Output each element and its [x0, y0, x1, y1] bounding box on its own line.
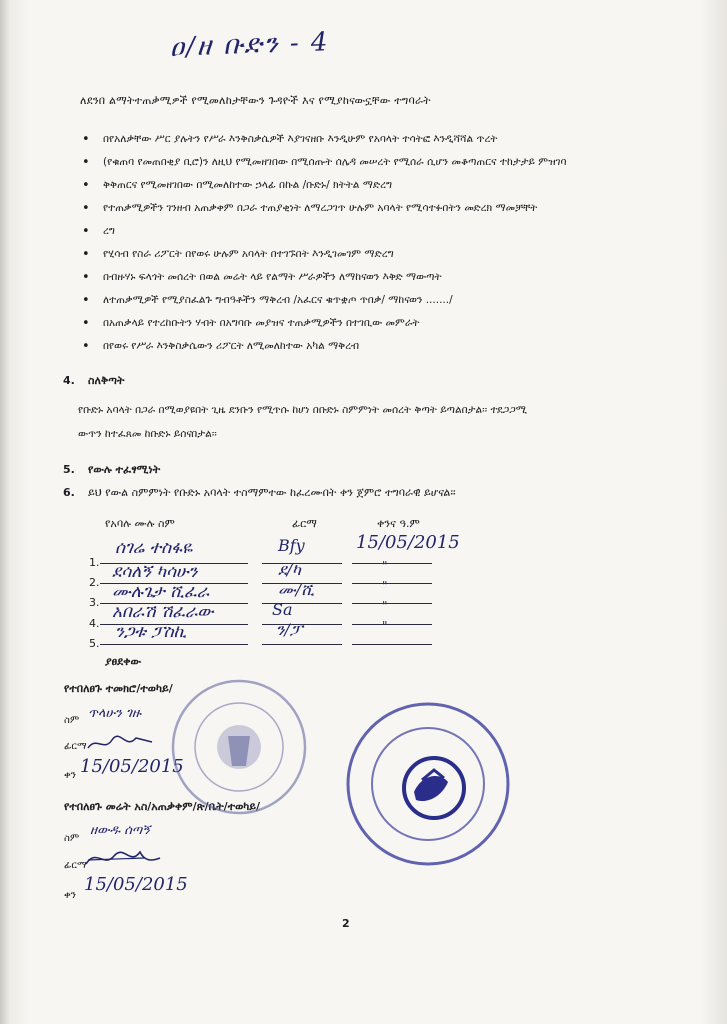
list-item: • በአጠቃላይ የተረከቡትን ሃብት በአግባቡ መያዝና ተጠቃሚዎችን በተገቢው መምራት [78, 312, 658, 335]
member-date: " [382, 559, 388, 573]
member-date: 15/05/2015 [356, 532, 460, 553]
row-rule [352, 644, 432, 645]
receiver-1-name-label: ስም [64, 715, 80, 726]
member-date: " [382, 579, 388, 593]
list-item: • በየአለቃቸው ሥር ያሉትን የሥራ እንቅስቃሴዎች እያገናዘቡ እንዲሁም የአባላት ተሳትፎ እንዲሻሻል ጥረት [78, 128, 658, 151]
receiver-2-date-label: ቀን [64, 890, 76, 901]
row-rule [352, 624, 432, 625]
member-signature: ሙ/ሺ [278, 580, 315, 599]
section-4-title: ስለቅጣት [88, 374, 125, 387]
row-rule [262, 563, 342, 564]
member-name: ሰገሬ ተስፋዬ [115, 538, 193, 558]
page-edge-shadow [0, 0, 10, 1024]
row-rule [100, 644, 248, 645]
member-name: ንጋቱ ፓስኪ [115, 622, 187, 642]
receiver-1-name: ጥላሁን ገዙ [88, 706, 142, 721]
receiver-2-date: 15/05/2015 [84, 874, 188, 895]
section-6-number: 6. [63, 486, 75, 499]
list-item: • በብዙሃኑ ፍላጎት መሰረት በወል መሬት ላይ የልማት ሥራዎችን ለማከናወን እቅድ ማውጣት [78, 266, 658, 289]
member-signature: ን/ፓ [276, 620, 303, 639]
section-4-line-2: ውጥን ከተፈጸመ ከቡድኑ ይሰናበታል፡፡ [78, 428, 217, 440]
row-rule [262, 644, 342, 645]
row-number: 1. [89, 556, 100, 569]
column-header-date: ቀንና ዓ.ም [377, 517, 420, 530]
handwritten-heading: ዐ/ዘ ቡድን - 4 [169, 27, 330, 63]
approved-label: ያፀደቀው [105, 655, 142, 668]
receiver-1-title: የተበለፀጉ ተመክሮ/ተወካይ/ [64, 682, 173, 695]
row-number: 4. [89, 617, 100, 630]
row-number: 3. [89, 596, 100, 609]
column-header-signature: ፊርማ [292, 517, 317, 530]
section-6-text: ይህ የውል ስምምነት የቡድኑ አባላት ተስማምተው ከፈረሙበት ቀን ጀምሮ ተግባራዊ ይሆናል፡፡ [88, 486, 456, 499]
member-date: " [382, 599, 388, 613]
member-signature: ደ/ካ [278, 560, 301, 579]
list-item: • የሂሳብ የስራ ሪፖርት በየወሩ ሁሉም አባላት በተገኙበት እንዲገመገም ማድረግ [78, 243, 658, 266]
row-rule [352, 583, 432, 584]
row-rule [352, 563, 432, 564]
receiver-2-title: የተበለፀጉ መሬት አስ/አጠቃቀም/ጽ/ቤት/ተወካይ/ [64, 800, 261, 813]
bullet-list [78, 128, 658, 358]
row-rule [352, 603, 432, 604]
receiver-1-date-label: ቀን [64, 770, 76, 781]
column-header-name: የአባሉ ሙሉ ስም [105, 517, 175, 530]
section-5-number: 5. [63, 463, 75, 476]
member-name: ሙሉጌታ ሺፈራ [112, 582, 209, 602]
receiver-2-name-label: ስም [64, 833, 80, 844]
list-item: • የተጠቃሚዎችን ገንዘብ አጠቃቀም በጋራ ተጠያቂነት ለማረጋገጥ ሁሉም አባላት የሚሳተፉበትን መድረክ ማመቻቸት [78, 197, 658, 220]
list-item: • (የቁጠባ የመጠበቂያ ቢሮ)ን ለዚህ የሚመዘገበው በሚሰጡት ሰሌዳ መሠረት የሚሰራ ሲሆን መቆጣጠርና ተከታታይ ምዝገባ [78, 151, 658, 174]
receiver-2-signature [84, 846, 164, 872]
section-4-number: 4. [63, 374, 75, 387]
list-item: • ለተጠቃሚዎች የሚያስፈልጉ ግብዓቶችን ማቅረብ /አፈርና ቁጥቋጦ ጥበቃ/ ማከናወን ......./ [78, 289, 658, 312]
member-name: ደሳለኝ ካሳሁን [112, 562, 198, 582]
member-date: " [382, 619, 388, 633]
list-item: • በየወሩ የሥራ እንቅስቃሴውን ሪፖርት ለሚመለከተው አካል ማቅረብ [78, 335, 658, 358]
section-4-line-1: የቡድኑ አባላት በጋራ በሚወያዩበት ጊዜ ደንቡን የሚጥሱ ከሆነ በቡድኑ ስምምነት መሰረት ቅጣት ይጣልበታል፡፡ ተደጋጋሚ [78, 404, 527, 416]
receiver-1-date: 15/05/2015 [80, 756, 184, 777]
receiver-1-signature [86, 732, 156, 754]
office-stamp-right [344, 700, 512, 868]
receiver-1-signature-label: ፊርማ [64, 741, 87, 752]
row-number: 5. [89, 637, 100, 650]
member-name: አበራሽ ሽፈራው [112, 602, 214, 622]
receiver-2-name: ዘውዱ ሰጣኝ [90, 823, 150, 838]
office-stamp-left [168, 676, 310, 818]
list-item: • ረግ [78, 220, 658, 243]
member-signature: Bfy [278, 536, 305, 555]
row-number: 2. [89, 576, 100, 589]
member-signature: Sa [272, 600, 293, 619]
intro-line: ለደንበ ልማትተጠቃሚዎች የሚመለከታቸውን ጉዳዮች እና የሚያከናውኗቸው ተግባራት [80, 94, 431, 107]
page-number: 2 [342, 917, 350, 930]
section-5-title: የውሉ ተፈፃሚነት [88, 463, 161, 476]
receiver-2-signature-label: ፊርማ [64, 860, 87, 871]
list-item: • ቅቅጠርና የሚመዘገበው በሚመለከተው ኃላፊ በኩል /ቡድኑ/ ክትትል ማድረግ [78, 174, 658, 197]
